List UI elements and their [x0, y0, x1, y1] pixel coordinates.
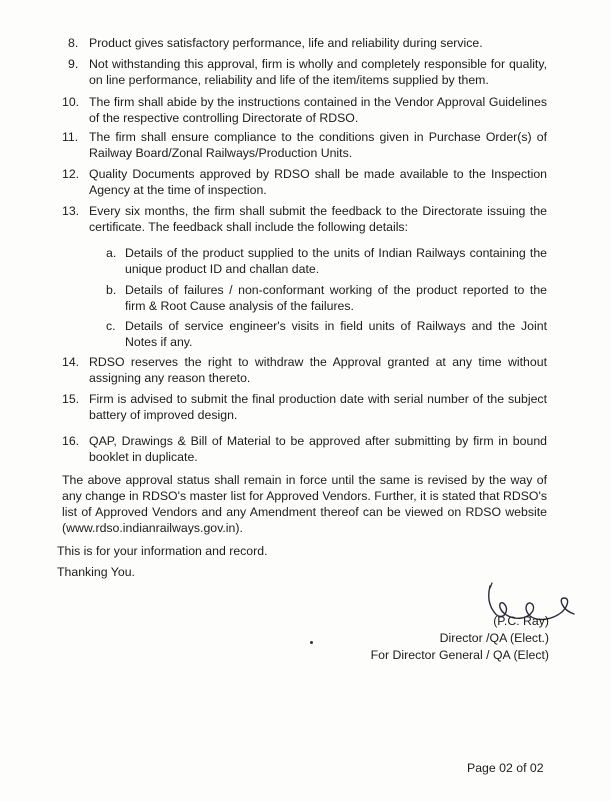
detail-text: Details of the product supplied to the units of Indian Railways containing the unique product ID and challan date.: [125, 246, 547, 276]
condition-text: Quality Documents approved by RDSO shall be made available to the Inspection Agency at the time of inspection.: [89, 167, 547, 197]
detail-text: Details of failures / non-conformant working of the product reported to the firm & Root Cause analysis of the failures.: [125, 283, 547, 313]
condition-number: 8.: [68, 36, 79, 50]
signatory-name: (P.C. Ray): [493, 614, 549, 628]
signatory-for-line: For Director General / QA (Elect): [370, 648, 549, 662]
page-number: Page 02 of 02: [467, 761, 544, 775]
condition-number: 9.: [68, 57, 79, 71]
condition-text: The firm shall ensure compliance to the conditions given in Purchase Order(s) of Railway Board/Zonal Railways/Production Units.: [89, 130, 547, 160]
closing-paragraph: The above approval status shall remain in force until the same is revised by the way of any change in RDSO's master list for Approved Vendors. Further, it is stated that RDSO's list of Approved Vendors and any Amendment thereof can be viewed on RDSO website (www.rdso.indianrailways.gov.in).: [62, 473, 547, 535]
condition-text: The firm shall abide by the instructions contained in the Vendor Approval Guidelines of the respective controlling Directorate of RDSO.: [89, 95, 547, 125]
condition-text: Every six months, the firm shall submit the feedback to the Directorate issuing the certificate. The feedback shall include the following details:: [89, 204, 547, 234]
condition-text: Not withstanding this approval, firm is wholly and completely responsible for quality, on line performance, reliability and life of the item/items supplied by them.: [89, 57, 547, 87]
condition-number: 15.: [62, 392, 80, 406]
condition-text: Product gives satisfactory performance, life and reliability during service.: [89, 36, 483, 50]
detail-text: Details of service engineer's visits in field units of Railways and the Joint Notes if any.: [125, 319, 547, 349]
condition-text: QAP, Drawings & Bill of Material to be approved after submitting by firm in bound booklet in duplicate.: [89, 434, 547, 464]
signatory-designation: Director /QA (Elect.): [439, 631, 549, 645]
thanks-line: Thanking You.: [57, 565, 135, 579]
condition-number: 10.: [62, 95, 80, 109]
condition-number: 12.: [62, 167, 80, 181]
condition-number: 14.: [62, 355, 80, 369]
condition-number: 11.: [62, 130, 79, 144]
stray-mark: [310, 641, 313, 644]
signatory-block: [371, 613, 549, 664]
condition-number: 16.: [62, 434, 80, 448]
detail-letter: b.: [106, 283, 117, 297]
condition-number: 13.: [62, 204, 80, 218]
condition-text: Firm is advised to submit the final production date with serial number of the subject battery of improved design.: [89, 392, 547, 422]
condition-text: RDSO reserves the right to withdraw the Approval granted at any time without assigning any reason thereto.: [89, 355, 547, 385]
detail-letter: c.: [106, 319, 116, 333]
info-line: This is for your information and record.: [57, 544, 268, 558]
detail-letter: a.: [106, 246, 117, 260]
